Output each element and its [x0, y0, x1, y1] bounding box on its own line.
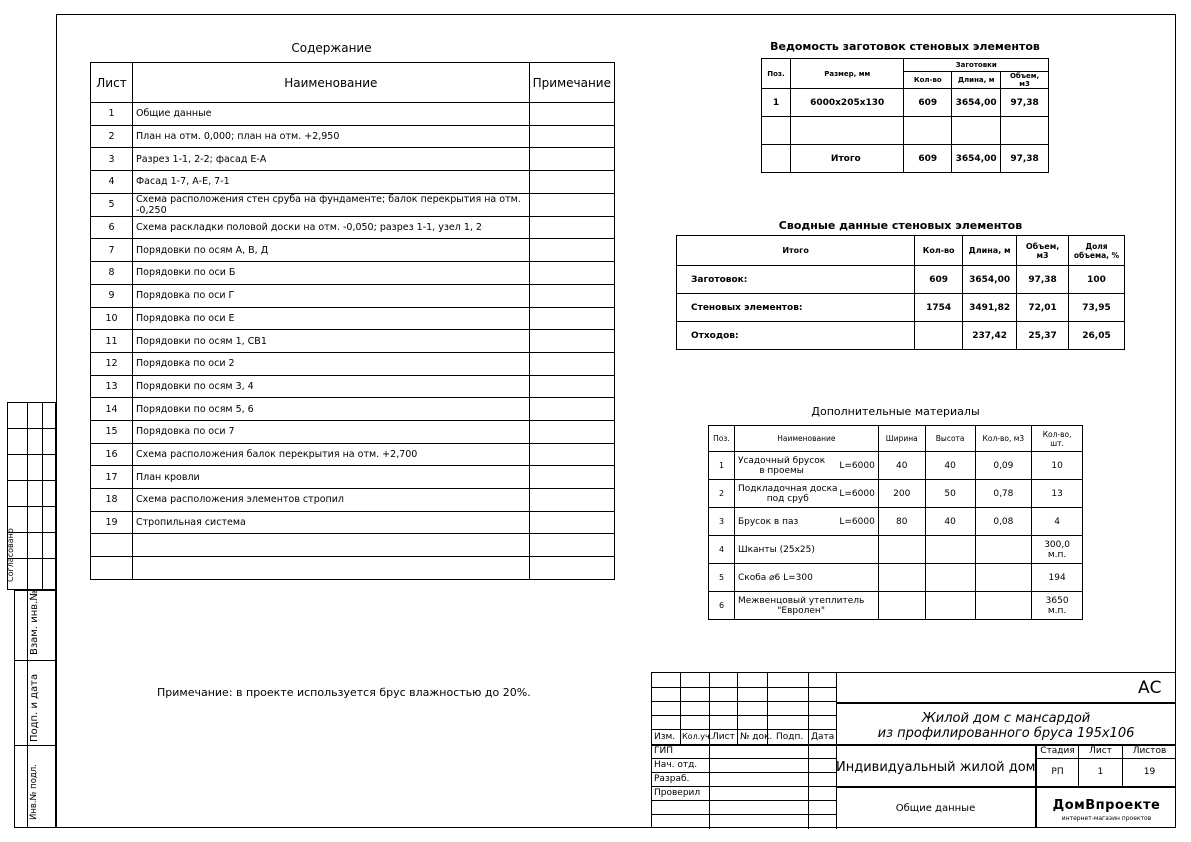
sheet-name: Порядовка по оси Е [133, 307, 530, 330]
table-row [709, 592, 1083, 620]
sheet-number: 1 [91, 103, 133, 126]
tb-sheet-label: Лист [1089, 746, 1112, 756]
tb-sheet-name: Общие данные [895, 803, 976, 814]
tb-code: АС [1138, 678, 1162, 698]
ved-size: Итого [790, 145, 904, 173]
ved-col-qty: Кол-во [904, 72, 952, 89]
table-row [91, 534, 615, 557]
svod-len: 3491,82 [963, 294, 1017, 322]
dop-m3 [975, 536, 1032, 564]
orig-inv-label: Инв.№ подл. [29, 764, 39, 820]
margin-stamps [7, 402, 56, 828]
col-sheet: Лист [91, 63, 133, 103]
tb-col-sheet: Лист [712, 732, 735, 742]
table-row [677, 322, 1125, 350]
dop-pos: 2 [709, 480, 735, 508]
dop-pos: 4 [709, 536, 735, 564]
svod-col-qty: Кол-во [915, 236, 963, 266]
ved-qty: 609 [904, 89, 952, 117]
sheet-note [529, 103, 614, 126]
dop-name: Брусок в паз [737, 516, 799, 527]
sheet-note [529, 330, 614, 353]
table-row [762, 117, 1049, 145]
ved-qty: 609 [904, 145, 952, 173]
sheet-number: 17 [91, 466, 133, 489]
sheet-note [529, 557, 614, 580]
sheet-note [529, 284, 614, 307]
dop-name-cell [734, 508, 878, 536]
dop-name-cell [734, 452, 878, 480]
sheet-note [529, 307, 614, 330]
dop-width [878, 536, 925, 564]
dop-table [708, 425, 1083, 620]
ved-col-len: Длина, м [952, 72, 1001, 89]
dop-pcs: 4 [1032, 508, 1083, 536]
sheet-number: 13 [91, 375, 133, 398]
svod-qty: 1754 [915, 294, 963, 322]
table-row [91, 193, 615, 216]
contents-table [90, 62, 615, 580]
ved-vol: 97,38 [1001, 145, 1049, 173]
table-row [91, 284, 615, 307]
general-note: Примечание: в проекте используется брус влажностью до 20%. [157, 686, 531, 699]
sheet-note [529, 466, 614, 489]
sheet-number: 6 [91, 216, 133, 239]
sheet-number [91, 534, 133, 557]
sheet-note [529, 489, 614, 512]
svod-len: 237,42 [963, 322, 1017, 350]
table-row [91, 262, 615, 285]
dop-pos: 5 [709, 564, 735, 592]
dop-length: L=6000 [839, 461, 875, 471]
table-row [91, 125, 615, 148]
tb-col-sign: Подп. [776, 732, 804, 742]
svod-vol: 72,01 [1017, 294, 1069, 322]
sheet-note [529, 125, 614, 148]
sheet-note [529, 193, 614, 216]
table-row [677, 294, 1125, 322]
ved-pos [762, 117, 791, 145]
dop-height [925, 564, 975, 592]
dop-width [878, 564, 925, 592]
dop-pos: 3 [709, 508, 735, 536]
tb-role-head: Нач. отд. [654, 760, 698, 770]
title-block [651, 672, 1176, 828]
table-row [91, 466, 615, 489]
sheet-note [529, 148, 614, 171]
dop-name: Скоба ⌀6 L=300 [737, 572, 813, 583]
sheet-number: 15 [91, 420, 133, 443]
sheet-number: 12 [91, 352, 133, 375]
ved-col-pos: Поз. [762, 59, 791, 89]
ved-len: 3654,00 [952, 145, 1001, 173]
table-row [91, 557, 615, 580]
sheet-number: 16 [91, 443, 133, 466]
dop-height: 50 [925, 480, 975, 508]
sheet-number: 8 [91, 262, 133, 285]
table-row [709, 536, 1083, 564]
dop-width: 80 [878, 508, 925, 536]
sheet-name: Порядовки по оси Б [133, 262, 530, 285]
sheet-note [529, 216, 614, 239]
ved-len: 3654,00 [952, 89, 1001, 117]
sheet-number: 19 [91, 511, 133, 534]
table-row [91, 216, 615, 239]
dop-col-m3: Кол-во, м3 [975, 426, 1032, 452]
agreed-label: Согласовано [6, 528, 15, 582]
dop-height: 40 [925, 452, 975, 480]
svod-title: Сводные данные стеновых элементов [778, 219, 1023, 232]
vedomost-table [761, 58, 1049, 173]
dop-length: L=6000 [839, 489, 875, 499]
dop-m3: 0,78 [975, 480, 1032, 508]
table-row [91, 103, 615, 126]
tb-col-date: Дата [811, 732, 835, 742]
sheet-note [529, 511, 614, 534]
sheet-name: Схема расположения стен сруба на фундаменте; балок перекрытия на отм. -0,250 [133, 193, 530, 216]
dop-width [878, 592, 925, 620]
sheet-number: 2 [91, 125, 133, 148]
table-row [709, 480, 1083, 508]
svod-name: Заготовок: [677, 266, 915, 294]
sheet-note [529, 262, 614, 285]
table-row [91, 352, 615, 375]
dop-name: Усадочный брусок в проемы [737, 455, 826, 476]
col-name: Наименование [133, 63, 530, 103]
tb-logo: ДомВпроекте [1052, 798, 1161, 813]
sheet-number: 4 [91, 171, 133, 194]
sheet-name: План кровли [133, 466, 530, 489]
sheet-name: Порядовка по оси Г [133, 284, 530, 307]
sheet-name: План на отм. 0,000; план на отм. +2,950 [133, 125, 530, 148]
ved-size: 6000х205х130 [790, 89, 904, 117]
dop-height [925, 536, 975, 564]
tb-sheet: 1 [1097, 767, 1104, 777]
dop-name: Подкладочная доска под сруб [737, 483, 838, 504]
table-row [762, 89, 1049, 117]
sheet-number: 3 [91, 148, 133, 171]
dop-pcs: 3650 м.п. [1032, 592, 1083, 620]
tb-role-dev: Разраб. [654, 774, 690, 784]
sheet-note [529, 352, 614, 375]
dop-pcs: 300,0 м.п. [1032, 536, 1083, 564]
sheet-name: Порядовки по осям 5, 6 [133, 398, 530, 421]
tb-col-rev: Изм. [654, 732, 676, 742]
table-row [91, 398, 615, 421]
table-row [709, 452, 1083, 480]
ved-col-size: Размер, мм [790, 59, 904, 89]
ved-vol: 97,38 [1001, 89, 1049, 117]
ved-qty [904, 117, 952, 145]
sheet-name: Порядовки по осям А, В, Д [133, 239, 530, 262]
svod-vol: 97,38 [1017, 266, 1069, 294]
svod-table [676, 235, 1125, 350]
svod-vol: 25,37 [1017, 322, 1069, 350]
sign-date-label: Подп. и дата [29, 673, 40, 742]
sheet-name: Общие данные [133, 103, 530, 126]
dop-m3 [975, 592, 1032, 620]
ved-vol [1001, 117, 1049, 145]
sheet-number: 10 [91, 307, 133, 330]
dop-col-pcs: Кол-во, шт. [1032, 426, 1083, 452]
tb-role-gip: ГИП [654, 746, 673, 756]
dop-name-cell [734, 564, 878, 592]
sheet-number: 11 [91, 330, 133, 353]
table-row [762, 145, 1049, 173]
tb-logo-sub: интернет-магазин проектов [1061, 815, 1152, 822]
dop-name-cell [734, 592, 878, 620]
tb-col-doc: № док. [740, 732, 773, 742]
sheet-name [133, 534, 530, 557]
dop-height: 40 [925, 508, 975, 536]
svod-qty [915, 322, 963, 350]
svod-col-share: Доля объема, % [1069, 236, 1125, 266]
dop-name-cell [734, 536, 878, 564]
sheet-note [529, 534, 614, 557]
dop-m3: 0,08 [975, 508, 1032, 536]
svod-share: 73,95 [1069, 294, 1125, 322]
tb-stage: РП [1051, 767, 1064, 777]
dop-col-width: Ширина [878, 426, 925, 452]
ved-col-vol: Объем, м3 [1001, 72, 1049, 89]
table-row [91, 375, 615, 398]
sheet-number: 14 [91, 398, 133, 421]
ved-col-group: Заготовки [904, 59, 1049, 72]
sheet-name: Порядовки по осям 3, 4 [133, 375, 530, 398]
sheet-name: Порядовки по осям 1, СВ1 [133, 330, 530, 353]
dop-m3: 0,09 [975, 452, 1032, 480]
sheet-note [529, 443, 614, 466]
table-row [709, 564, 1083, 592]
sheet-note [529, 375, 614, 398]
dop-name: Шканты (25х25) [737, 544, 815, 555]
tb-object: Индивидуальный жилой дом [836, 760, 1036, 775]
col-note: Примечание [529, 63, 614, 103]
dop-col-pos: Поз. [709, 426, 735, 452]
tb-sheets-label: Листов [1132, 746, 1167, 756]
ved-pos [762, 145, 791, 173]
dop-title: Дополнительные материалы [811, 405, 980, 418]
svod-name: Отходов: [677, 322, 915, 350]
sheet-name: Фасад 1-7, А-Е, 7-1 [133, 171, 530, 194]
svod-col-total: Итого [677, 236, 915, 266]
sheet-number: 9 [91, 284, 133, 307]
table-row [91, 330, 615, 353]
dop-m3 [975, 564, 1032, 592]
table-row [91, 511, 615, 534]
sheet-name: Порядовка по оси 7 [133, 420, 530, 443]
vedomost-title: Ведомость заготовок стеновых элементов [770, 40, 1040, 53]
sheet-name: Схема раскладки половой доски на отм. -0,050; разрез 1-1, узел 1, 2 [133, 216, 530, 239]
dop-pcs: 13 [1032, 480, 1083, 508]
sheet-note [529, 239, 614, 262]
svod-share: 26,05 [1069, 322, 1125, 350]
ved-size [790, 117, 904, 145]
dop-name: Межвенцовый утеплитель "Евролен" [737, 595, 865, 616]
dop-pcs: 194 [1032, 564, 1083, 592]
svod-len: 3654,00 [963, 266, 1017, 294]
svod-col-len: Длина, м [963, 236, 1017, 266]
dop-pcs: 10 [1032, 452, 1083, 480]
table-row [91, 420, 615, 443]
table-row [91, 307, 615, 330]
dop-pos: 1 [709, 452, 735, 480]
dop-col-name: Наименование [734, 426, 878, 452]
sheet-name: Схема расположения элементов стропил [133, 489, 530, 512]
ved-len [952, 117, 1001, 145]
dop-length: L=6000 [839, 517, 875, 527]
sheet-note [529, 171, 614, 194]
dop-pos: 6 [709, 592, 735, 620]
dop-height [925, 592, 975, 620]
sheet-name [133, 557, 530, 580]
table-row [91, 171, 615, 194]
dop-width: 40 [878, 452, 925, 480]
sheet-name: Схема расположения балок перекрытия на отм. +2,700 [133, 443, 530, 466]
sheet-note [529, 420, 614, 443]
tb-project-line1: Жилой дом с мансардой [921, 711, 1091, 726]
tb-stage-label: Стадия [1040, 746, 1075, 756]
contents-title: Содержание [291, 41, 372, 55]
tb-col-qty: Кол.уч. [682, 732, 713, 741]
dop-col-height: Высота [925, 426, 975, 452]
svod-share: 100 [1069, 266, 1125, 294]
sheet-name: Порядовка по оси 2 [133, 352, 530, 375]
dop-width: 200 [878, 480, 925, 508]
table-row [91, 489, 615, 512]
table-row [91, 148, 615, 171]
svod-name: Стеновых элементов: [677, 294, 915, 322]
sheet-number [91, 557, 133, 580]
table-row [677, 266, 1125, 294]
table-row [91, 443, 615, 466]
svod-qty: 609 [915, 266, 963, 294]
table-row [709, 508, 1083, 536]
sheet-name: Стропильная система [133, 511, 530, 534]
sheet-number: 5 [91, 193, 133, 216]
tb-project-line2: из профилированного бруса 195х106 [877, 726, 1135, 741]
sheet-name: Разрез 1-1, 2-2; фасад Е-А [133, 148, 530, 171]
table-row [91, 239, 615, 262]
tb-role-check: Проверил [654, 788, 701, 798]
sheet-note [529, 398, 614, 421]
dop-name-cell [734, 480, 878, 508]
ved-pos: 1 [762, 89, 791, 117]
sheet-number: 7 [91, 239, 133, 262]
replace-inv-label: Взам. инв.№ [29, 590, 40, 655]
sheet-number: 18 [91, 489, 133, 512]
tb-sheets: 19 [1143, 767, 1156, 777]
svod-col-vol: Объем, м3 [1017, 236, 1069, 266]
